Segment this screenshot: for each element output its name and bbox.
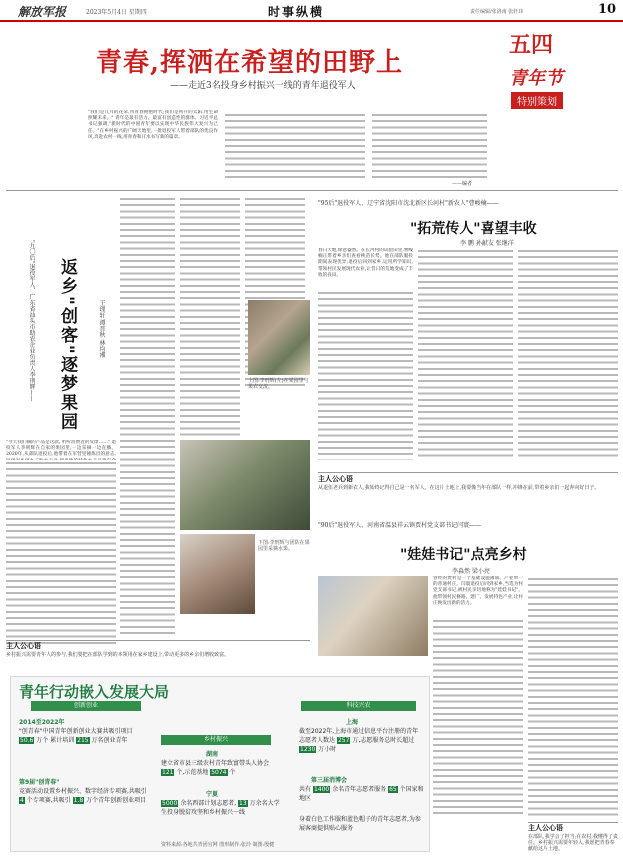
badge-line3: 特别策划 [511,92,563,109]
fact3-text3: 个 [229,769,236,776]
story1-heart-note [6,640,310,670]
story1-photo-caption2: 下图:李刑辉与团队在果园里采摘水果。 [258,540,310,552]
fact4-text: 余名西部计划志愿者, [180,800,237,807]
infographic-fact1 [19,727,149,745]
story2-body-col1 [318,290,413,460]
fact5-text: 截至2022年,上海市通过信息平台注册的青年志愿者人数达 [299,728,419,744]
fact5-text3: 万小时 [318,746,337,753]
infographic-year1: 2014至2022年 [19,719,65,726]
story3-heart-note [528,822,618,852]
divider [6,190,618,191]
fact6-text3: 个国家和地区 [299,786,424,802]
fact3-text: 建立省市县三级农村青年致富带头人协会 [161,760,270,767]
story3-authors: 李淼然 梁小亮 [452,568,490,575]
youth-day-badge [505,24,615,110]
story3-title: "娃娃书记"点亮乡村 [400,547,527,563]
fact2-number: 4 [20,797,24,804]
story1-title: 返乡"创客"逐梦果园 [57,258,77,432]
fact4-number2: 13 [239,800,247,807]
story3-photo [318,576,428,656]
fact3-number: 121 [162,769,174,776]
fact2-text2: 个专项赛,共吸引 [26,797,71,804]
main-subheadline: ——走近3名投身乡村振兴一线的青年退役军人 [170,81,356,91]
infographic-year2: 第9届"创青春" [19,779,60,786]
infographic-section-rural: 乡村振兴 [161,735,271,745]
fact1-text: "创青春"中国青年创新创业大赛共吸引项目 [19,728,133,735]
badge-line1: 五四 [509,33,554,58]
fact6-number: 1400 [313,786,330,793]
story3-note-title: 主人公心语 [528,823,563,832]
story1-note-text: 乡村振兴需要青年人的参与,我们要把在部队学到的本领用在家乡建设上,带动更多的乡亲们增收致富。 [6,652,230,658]
story1-photo-middle [180,440,310,530]
fact2-text: 竞赛活动设置乡村振兴、数字经济专项赛,共吸引 [19,788,147,795]
fact3-number2: 5074 [211,769,227,776]
infographic-title: 青年行动嵌入发展大局 [19,683,170,701]
infographic-panel [10,676,430,852]
story1-body-col1-lines [6,460,116,648]
story3-body-lead: 曾经的贾村是一个基础设施薄弱、产业单一的普通村庄。闫寰退役后回到家乡,当选为村党支部书记,被村民亲切地称为"娃娃书记"。他带领村民修路、建厂、发展特色产业,让村庄焕发出新的活力。 [433,576,523,606]
fact2-number2: 1.8 [73,797,84,804]
fact5-text2: 万,志愿服务总时长超过 [352,737,415,744]
infographic-fact7: 身着白色工作服和蓝色帽子的青年志愿者,为参展客商提供贴心服务 [299,816,421,832]
story3-kicker: "90后"退役军人、河南省温县祥云镇贾村党支部书记闫寰—— [318,522,482,529]
story2-note-text: 从退伍老兵到新农人,我始终记得自己是一名军人。在这片土地上,我要像当年在部队一样,冲锋在前,带着乡亲们一起奔向好日子。 [318,485,600,491]
story1-body-col3 [180,196,240,436]
intro-text-col3 [372,112,487,178]
infographic-year3: 湖南 [206,751,219,758]
fact5-number: 257 [337,737,350,744]
badge-line2: 青年节 [509,68,563,89]
story2-body-col2 [418,248,513,460]
editor-note-sign: ——编者 [452,181,473,187]
section-title: 时事纵横 [268,5,325,19]
story1-photo-bottom [180,534,255,614]
infographic-fact3 [161,759,281,777]
fact1-unit: 万个 [36,737,49,744]
story1-photo-top [248,300,310,375]
story3-note-text: 在部队,我学会了担当;在农村,我懂得了责任。乡村振兴需要年轻人,我愿把青春奉献给这片土地。 [528,834,618,852]
fact1-text2: 累计培训 [50,737,75,744]
infographic-year5: 上海 [346,719,359,726]
issue-date: 2023年5月4日 星期四 [86,9,147,16]
fact1-unit2: 万名创业青年 [91,737,128,744]
story2-body-col3 [518,248,618,460]
story1-authors: 王理轩 谭晋秋 林均湘 [98,300,105,358]
story1-photo-caption1: 上图:李刑辉(左)在果园里与果农交流。 [248,378,309,390]
infographic-fact2 [19,787,149,805]
story1-body-col2 [120,196,175,636]
story1-vertical-intro: "九〇后"退役军人、广东省汕头市助农企业负责人李刑辉—— [28,240,35,402]
editor-credit: 责任编辑/张洛南 张轩玮 [470,9,524,15]
intro-text-col1: "我们是儿月的花朵,用青春拥抱时代;我们是初升的太阳,用生命照耀未来。" 青年是最有活力、最富有创造性的群体。习近平总书记强调,"新时代的中国青年要以实现中华民族伟大复兴为己任。"在乡村振兴的广阔天地里,一批退役军人带着部队的优良作风,奔赴农村一线,用青春和汗水书写新的篇章。 [88,110,218,140]
infographic-fact5 [299,727,424,754]
story2-heart-note [318,472,618,512]
story2-body-col1-lead: 春日大地,绿意盎然。在长河村的试验田里,曹峻楠正带着乡亲们查看秧苗长势。他在部队服役期间表现优异,退役后回到家乡,运用所学知识,带领村民发展现代农业,让昔日的荒地变成了丰收的良田。 [318,248,413,278]
fact6-number2: 65 [389,786,397,793]
fact5-number2: 1230 [300,746,316,753]
fact3-text2: 个,示范基地 [176,769,209,776]
story2-kicker: "95后"退役军人、辽宁省沈阳市沈北新区长河村"新农人"曹峻楠—— [318,200,499,207]
story2-authors: 李 鹏 孙献友 张继洋 [460,240,514,247]
infographic-fact4 [161,799,281,817]
main-headline: 青春,挥洒在希望的田野上 [96,48,404,78]
story3-body-col3 [528,576,618,818]
story3-body-col2 [433,618,523,818]
fact2-text3: 万个青年创新创业项目 [86,797,147,804]
story1-note-title: 主人公心语 [6,641,41,650]
story2-title: "拓荒传人"喜望丰收 [410,221,537,237]
newspaper-logo: 解放军报 [18,5,67,19]
fact6-text2: 余名青年志愿者服务 [332,786,387,793]
fact1-number: 50.6 [20,737,34,744]
story1-body-col1: "今天我们摘的产品是这款, 听听消费者的反馈……" 退役军人李刑辉在自家的果园里,一边采摘一边直播。2020年,从部队退役后,他带着在军营里锤炼出的意志, [6,440,116,458]
fact6-text: 共有 [299,786,312,793]
fact4-number: 5000 [162,800,178,807]
page-number: 10 [598,2,617,17]
fact1-number2: 215 [77,737,89,744]
infographic-source: 资料来源:各地共青团官网 图形制作:张玲 制图:殷健 [161,842,275,848]
infographic-year6: 第三届消博会 [311,777,348,784]
infographic-section-innovation: 创新创业 [31,701,141,711]
infographic-fact6 [299,785,424,803]
intro-text-col2 [225,112,365,178]
story2-note-title: 主人公心语 [318,474,353,483]
infographic-year4: 宁夏 [206,791,219,798]
fact4-text2: 万余名大学生投身脱贫攻坚和乡村振兴一线 [161,800,280,816]
infographic-section-volunteer: 科技兴农 [301,701,416,711]
